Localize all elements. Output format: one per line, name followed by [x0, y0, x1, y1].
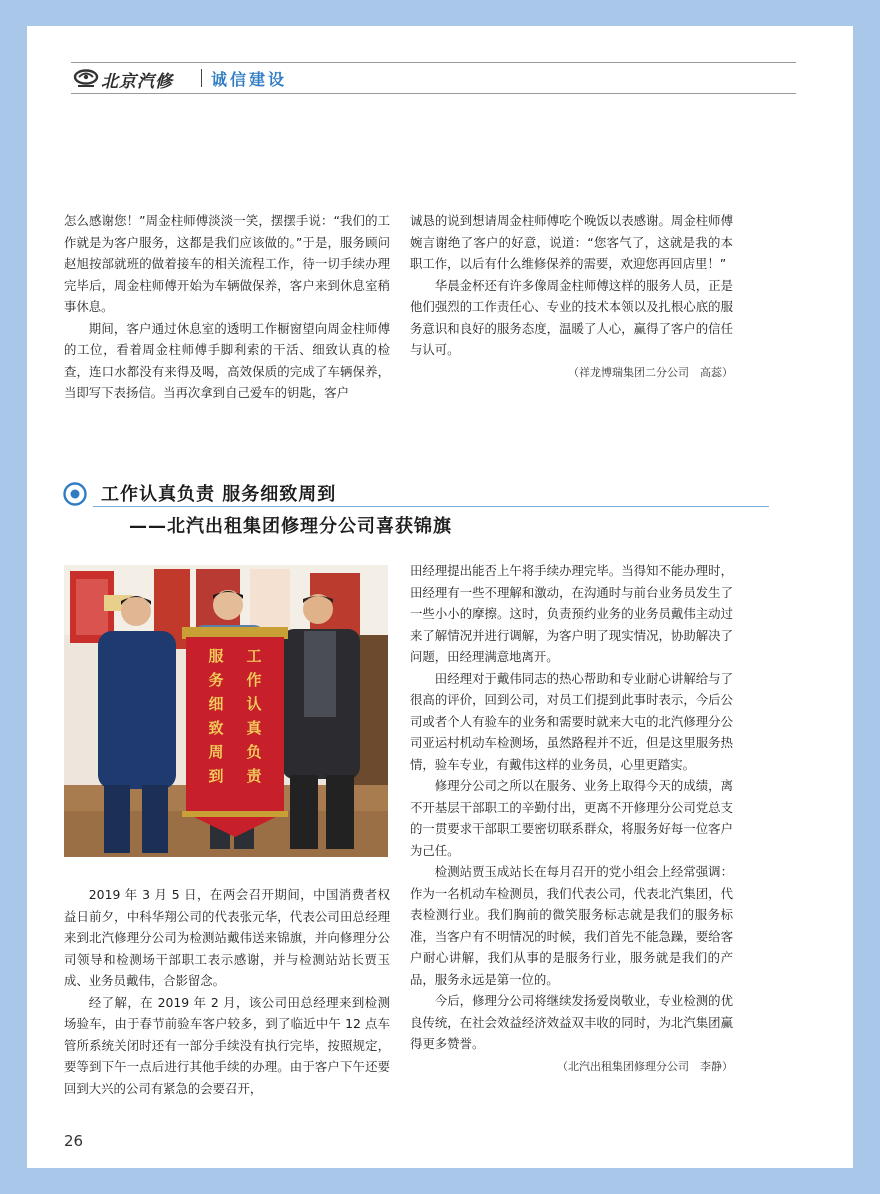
header-divider	[201, 69, 202, 87]
paragraph: 田经理提出能否上午将手续办理完毕。当得知不能办理时，田经理有一些不理解和激动，在沟通时与前台业务员发生了一些小小的摩擦。这时，负责预约业务的业务员戴伟主动过来了解情况并进行调解，为客户明了现实情况，协助解决了问题，田经理满意地离开。	[410, 563, 733, 664]
paragraph: 华晨金杯还有许多像周金柱师傅这样的服务人员，正是他们强烈的工作责任心、专业的技术本领以及扎根心底的服务意识和良好的服务态度，温暖了人心，赢得了客户的信任与认可。	[410, 277, 733, 357]
paragraph: 经了解，在 2019 年 2 月，该公司田总经理来到检测场验车，由于春节前验车客户较多，到了临近中午 12 点车管所系统关闭时还有一部分手续没有执行完毕，按照规定，要等到下午一点后进行其他手续的办理。由于客户下午还要回到大兴的公司有紧急的会要召开，	[64, 994, 390, 1096]
paragraph: 期间，客户通过休息室的透明工作橱窗望向周金柱师傅的工位，看着周金柱师傅手脚利索的干活、细致认真的检查，连口水都没有来得及喝，高效保质的完成了车辆保养，当即写下表扬信。当再次拿到自己爱车的钥匙，客户	[64, 320, 390, 400]
article2-title-block	[63, 476, 769, 544]
page	[27, 26, 853, 1168]
paragraph: 今后，修理分公司将继续发扬爱岗敬业，专业检测的优良传统，在社会效益经济效益双丰收的同时，为北汽集团赢得更多赞誉。	[410, 993, 733, 1051]
paragraph: 检测站贾玉成站长在每月召开的党小组会上经常强调：作为一名机动车检测员，我们代表公司，代表北汽集团，代表检测行业。我们胸前的微笑服务标志就是我们的服务标准，当客户有不明情况的时候，我们首先不能急躁，要给客户耐心讲解，我们从事的是服务行业，服务就是我们的产品，服务永远是第一位的。	[410, 864, 733, 987]
article1-signature: （祥龙博瑞集团二分公司 高蕊）	[568, 365, 733, 379]
paragraph: 修理分公司之所以在服务、业务上取得今天的成绩，离不开基层干部职工的辛勤付出，更离不开修理分公司党总支的一贯要求干部职工要密切联系群众，将服务好每一位客户为己任。	[410, 778, 733, 858]
article2-signature: （北汽出租集团修理分公司 李静）	[557, 1059, 733, 1073]
award-photo	[64, 565, 388, 857]
paragraph: 怎么感谢您！”周金柱师傅淡淡一笑，摆摆手说：“我们的工作就是为客户服务，这都是我们应该做的。”于是，服务顾问赵旭按部就班的做着接车的相关流程工作，待一切手续办理完毕后，周金柱师傅开始为车辆做保养，客户来到休息室稍事休息。	[64, 213, 390, 314]
article1-right-column	[410, 210, 733, 383]
title-underline	[93, 506, 769, 507]
article1-left-column	[64, 210, 390, 404]
award-photo-illustration	[64, 565, 388, 857]
banner-text: 工作认真负责服务细致周到	[208, 647, 262, 785]
article2-title: 工作认真负责 服务细致周到	[101, 484, 337, 505]
section-name: 诚信建设	[211, 70, 288, 89]
article2-left-column	[64, 884, 390, 1099]
article2-subtitle: ——北汽出租集团修理分公司喜获锦旗	[129, 516, 452, 537]
article2-right-column	[410, 560, 733, 1077]
paragraph: 田经理对于戴伟同志的热心帮助和专业耐心讲解给与了很高的评价，回到公司，对员工们提到此事时表示，今后公司或者个人有验车的业务和需要时就来大屯的北汽修理分公司亚运村机动车检测场，虽然路程并不近，但是这里服务热情，验车专业，有戴伟这样的业务员，心里更踏实。	[410, 670, 733, 772]
page-number: 26	[64, 1132, 84, 1150]
paragraph: 诚恳的说到想请周金柱师傅吃个晚饭以表感谢。周金柱师傅婉言谢绝了客户的好意，说道：“您客气了，这就是我的本职工作，以后有什么维修保养的需要，欢迎您再回店里！”	[410, 213, 733, 271]
paragraph: 2019 年 3 月 5 日，在两会召开期间，中国消费者权益日前夕，中科华翔公司的代表张元华，代表公司田总经理来到北汽修理分公司为检测站戴伟送来锦旗，并向修理分公司领导和检测场干部职工表示感谢，并与检测站站长贾玉成、业务员戴伟，合影留念。	[64, 887, 390, 988]
page-header	[71, 62, 796, 94]
brand-logo-icon	[73, 66, 99, 90]
target-circle-icon	[63, 482, 87, 506]
brand-name: 北京汽修	[101, 72, 173, 92]
